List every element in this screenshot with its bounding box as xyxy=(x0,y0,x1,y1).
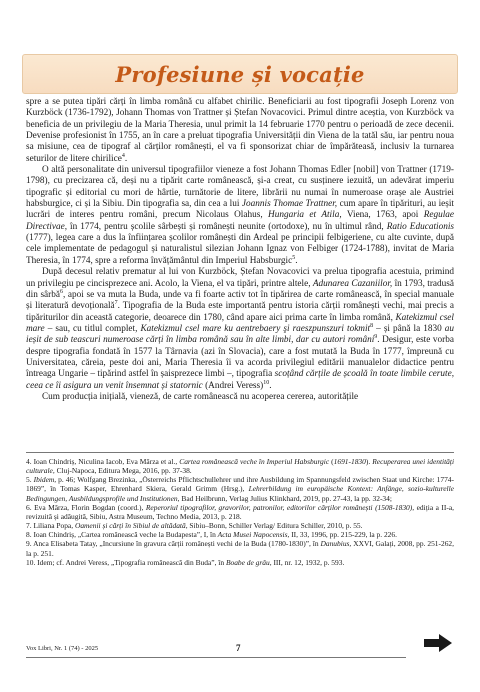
footer-divider xyxy=(26,657,406,658)
italic-text: Boabe de grâu, xyxy=(225,557,272,567)
italic-text: Cartea românească veche în Imperiul Habsburgic xyxy=(179,457,330,466)
italic-text: Katekizmul csel mare ku aentrebaery şi raeszpunszuri tokmit xyxy=(140,323,371,334)
footnote-ref: 8 xyxy=(370,322,374,329)
italic-text: Katekizmul csel mare xyxy=(26,312,454,334)
page-footer xyxy=(26,642,454,658)
paragraph: Cum producția inițială, vieneză, de carte românească nu acoperea cererea, autoritățile xyxy=(42,391,359,402)
footnote: 10. Idem; cf. Andrei Veress, „Tipografia românească din Buda”, în Boabe de grâu, III, nr. 12, 1932, p. 593. xyxy=(26,557,345,567)
arrow-right-icon-glyph xyxy=(424,634,452,652)
page-number: 7 xyxy=(236,643,241,653)
footnote: 7. Liliana Popa, Oamenii și cărți în Sibiul de altădată, Sibiu–Bonn, Schiller Verlag/ Editura Schiller, 2010, p. 55. xyxy=(26,521,363,531)
footnote-ref: 5 xyxy=(292,254,296,261)
italic-text: Hungaria et Atila, xyxy=(268,210,342,221)
footnote-ref: 6 xyxy=(59,288,63,295)
italic-text: Ratio Educationis xyxy=(386,221,455,232)
footnote-divider xyxy=(26,452,454,453)
italic-text: Regulae Directivae, xyxy=(26,210,454,232)
article-body xyxy=(26,97,454,403)
arrow-right-icon[interactable] xyxy=(424,634,452,657)
paragraph: spre a se putea tipări cărți în limba română cu alfabet chirilic. Beneficiarii au fost tipografii Joseph Lorenz von Kurzböck (1736-1792), Johann Thomas von Trattner și Ștefan Novacovici. Primul dintre aceștia, von Kurzböck va beneficia de un privilegiu de la Maria Theresia, unul primit la 14 februarie 1770 pentru o perioadă de zece decenii. Devenise profesionist în 1755, an în care a preluat tipografia Universității din Viena de la tatăl său, iar pentru noua sa misiune, cea de tipograf al cărților românești, el va fi sponsorizat chiar de împărăteasă, inclusiv la turnarea seturilor de litere chirilice$^4$. xyxy=(26,97,454,164)
italic-text: Oamenii și cărți în Sibiul de altădată, xyxy=(74,521,188,531)
journal-issue: Vox Libri, Nr. 1 (74) - 2025 xyxy=(26,645,99,652)
page-title: Profesiune și vocație xyxy=(115,61,365,87)
italic-text: Ibidem, xyxy=(33,475,57,485)
footnote: 8. Ioan Chindriș, „Cartea românească veche la Budapesta”, I, în Acta Musei Napocensis, II, 33, 1996, pp. 215-229, la p. 226. xyxy=(26,530,397,540)
italic-text: Lehrerbildung im europäische Kontext: Anfänge, sozio-kulturelle Bedingungen, Ausbildungsprofile und Institutionen, xyxy=(26,484,454,503)
footnotes xyxy=(26,457,454,567)
paragraph: După decesul relativ prematur al lui von Kurzböck, Ștefan Novacovici va prelua tipografia acestuia, primind un privilegiu pe cincisprezece ani. Acolo, la Viena, el va tipări, printre altele, Adunarea Cazaniilor, în 1793, tradusă din sârbă$^6$, apoi se va muta la Buda, unde va fi foarte activ tot în tipărirea de carte românească, în special manuale și literatură devoțională$^7$. Tipografia de la Buda este importantă pentru istoria cărții românești vechi, mai precis a tipăriturilor din această categorie, deoarece din 1780, când apare aici prima carte în limba română, Katekizmul csel mare – sau, cu titlul complet, Katekizmul csel mare ku aentrebaery şi raeszpunszuri tokmit$^8$ – și până la 1830 au ieșit de sub teascuri numeroase cărți în limba română sau în alte limbi, dar cu autori români$^9$. Desigur, este vorba despre tipografia fondată în 1577 la Târnavia (azi în Slovacia), care a fost mutată la Buda în 1777, împreună cu Universitatea, căreia, peste doi ani, Maria Theresia îi va acorda privilegiul editării manualelor didactice pentru întreaga Ungarie – tipărind astfel în șaisprezece limbi –, tipografia scoțând cărțile de școală în toate limbile cerute, ceea ce îi asigura un venit însemnat și statornic (Andrei Veress)$^{10}$. xyxy=(26,267,455,391)
footnote-ref: 4 xyxy=(121,152,125,159)
italic-text: Danubius, xyxy=(320,539,352,549)
italic-text: Reperoriul tipografilor, gravorilor, patronilor, editorilor cărților românești (1508-1830), xyxy=(145,502,415,512)
header-band xyxy=(22,54,458,94)
italic-text: Joannis Thomae Trattner, xyxy=(241,199,338,210)
footnote: 4. Ioan Chindriș, Niculina Iacob, Eva Mârza et al., Cartea românească veche în Imperiul Habsburgic (1691-1830). Recuperarea unei identități culturale, Cluj-Napoca, Editura Mega, 2016, pp. 37-38. xyxy=(26,457,455,476)
italic-text: Acta Musei Napocensis, xyxy=(217,530,290,540)
footnote: 5. Ibidem, p. 46; Wolfgang Brezinka, „Österreichs Pflichtschullehrer und ihre Ausbildung im Spannungsfeld zwischen Staat und Kirche: 1774-1869”, în Tomas Kasper, Ehrenhard Skiera, Gerald Grimm (Hrsg.), Lehrerbildung im europäische Kontext: Anfänge, sozio-kulturelle Bedingungen, Ausbildungsprofile und Institutionen, Bad Heilbrunn, Verlag Julius Klinkhard, 2019, pp. 27-43, la pp. 32-34; xyxy=(26,475,454,503)
footnote-ref: 9 xyxy=(374,334,378,341)
footnote: 9. Anca Elisabeta Tatay, „Incursiune în gravura cărții românești vechi de la Buda (1780-1830)”, în Danubius, XXVI, Galați, 2008, pp. 251-262, la p. 251. xyxy=(26,539,454,558)
italic-text: scoțând cărțile de școală în toate limbile cerute, ceea ce îi asigura un venit însemnat și statornic xyxy=(26,369,455,391)
footnote-ref: 7 xyxy=(114,300,118,307)
footnote-ref: 10 xyxy=(263,379,270,386)
italic-text: Recuperarea unei identități culturale, xyxy=(26,457,455,476)
italic-text: Adunarea Cazaniilor, xyxy=(312,278,393,289)
footnote: 6. Eva Mârza, Florin Bogdan (coord.), Reperoriul tipografilor, gravorilor, patronilor, editorilor cărților românești (1508-1830), ediția a II-a, revizuită și adăugită, Sibiu, Astra Museum, Techno Media, 2013, p. 218. xyxy=(26,502,455,521)
italic-text: 1691-1830 xyxy=(333,457,366,466)
paragraph: O altă personalitate din universul tipografiilor vieneze a fost Johann Thomas Edler [nobil] von Trattner (1719-1798), cu precizarea că, deși nu a tipărit carte românească, și-a creat, cu susținere iezuită, un adevărat imperiu tipografic și editorial cu mori de hârtie, turnătorie de litere, librării nu numai în numeroase orașe ale Austriei habsburgice, ci și la Sibiu. Din tipografia sa, din cea a lui Joannis Thomae Trattner, cum apare în tipărituri, au ieșit lucrări de interes pentru români, precum Nicolaus Olahus, Hungaria et Atila, Viena, 1763, apoi Regulae Directivae, în 1774, pentru școlile sârbești și românești neunite (ortodoxe), nu în ultimul rând, Ratio Educationis (1777), legea care a dus la înființarea școlilor românești din Ardeal pe principii felbigeriene, cu alte cuvinte, după cele implementate de pedagogul și naturalistul silezian Johann Ignaz von Felbiger (1724-1788), invitat de Maria Theresia, în 1774, spre a reforma învățământul din Imperiul Habsburgic$^5$. xyxy=(26,165,455,266)
italic-text: au ieșit de sub teascuri numeroase cărți în limba română sau în alte limbi, dar cu autori români xyxy=(26,323,454,346)
